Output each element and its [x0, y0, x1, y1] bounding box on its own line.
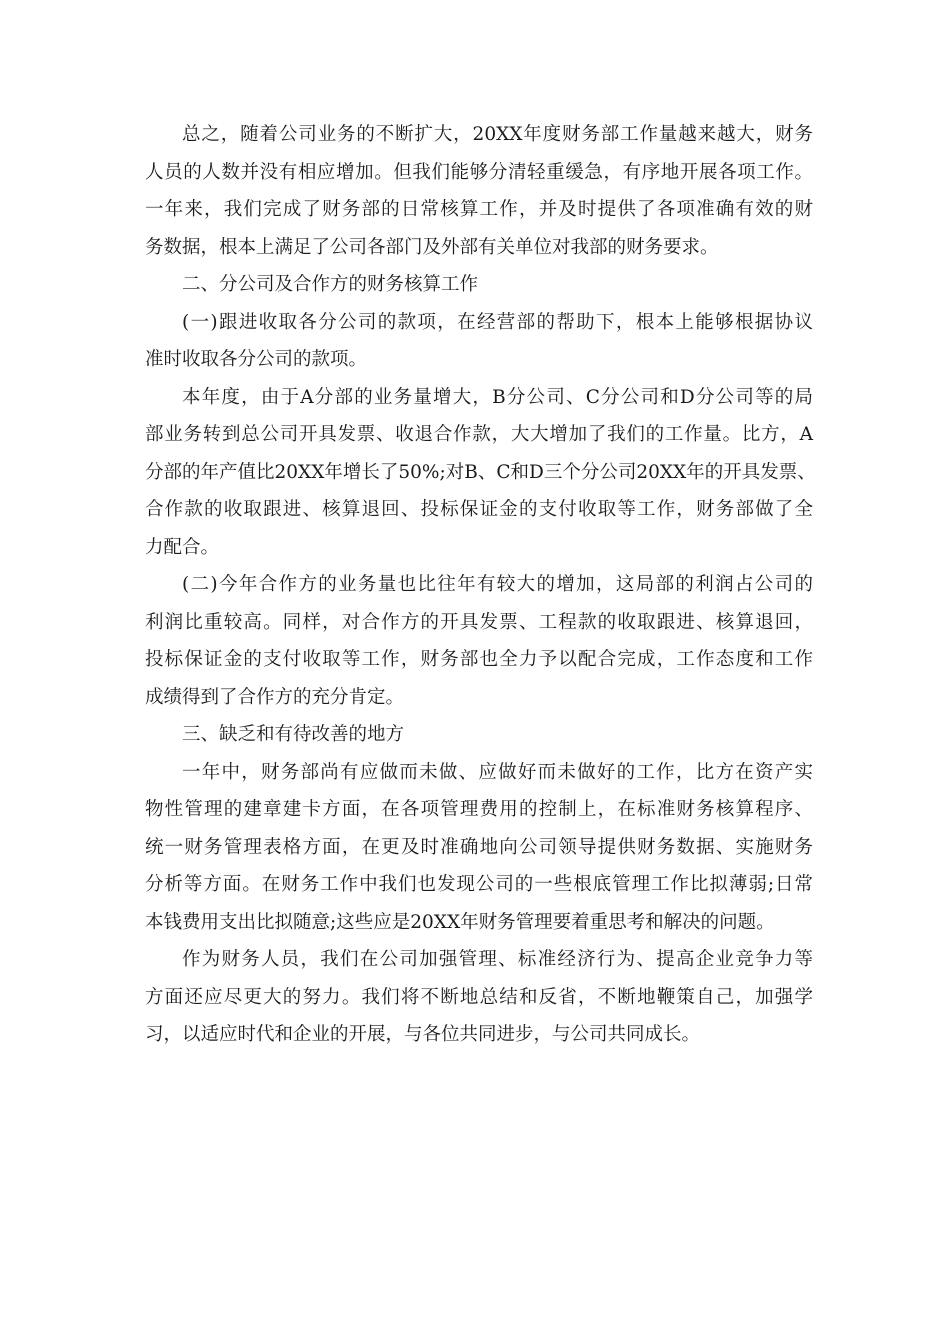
text-line: 投标保证金的支付收取等工作，财务部也全力予以配合完成，工作态度和工作	[145, 649, 813, 670]
paragraph-summary	[145, 116, 813, 266]
paragraph-heading-2	[145, 266, 813, 304]
text-line: 统一财务管理表格方面，在更及时准确地向公司领导提供财务数据、实施财务	[145, 836, 813, 858]
paragraph-item-2	[145, 566, 813, 716]
text-line: 一年中，财务部尚有应做而未做、应做好而未做好的工作，比方在资产实	[182, 761, 813, 783]
text-line: 总之，随着公司业务的不断扩大，20XX年度财务部工作量越来越大，财务	[182, 124, 813, 145]
paragraph-closing	[145, 941, 813, 1054]
text-line: 方面还应尽更大的努力。我们将不断地总结和反省，不断地鞭策自己，加强学	[145, 986, 813, 1008]
paragraph-this-year	[145, 379, 816, 567]
text-line: (一)跟进收取各分公司的款项，在经营部的帮助下，根本上能够根据协议	[182, 311, 813, 333]
text-line: 分析等方面。在财务工作中我们也发现公司的一些根底管理工作比拟薄弱;日常	[145, 874, 813, 895]
text-line: 本钱费用支出比拟随意;这些应是20XX年财务管理要着重思考和解决的问题。	[145, 911, 775, 933]
text-line: 力配合。	[145, 536, 220, 558]
text-line: 一年来，我们完成了财务部的日常核算工作，并及时提供了各项准确有效的财	[145, 199, 813, 220]
text-line: 利润比重较高。同样，对合作方的开具发票、工程款的收取跟进、核算退回，	[145, 611, 813, 633]
text-line: 三、缺乏和有待改善的地方	[182, 724, 405, 745]
text-line: 习，以适应时代和企业的开展，与各位共同进步，与公司共同成长。	[145, 1024, 701, 1045]
paragraph-item-1	[145, 304, 813, 379]
text-line: 务数据，根本上满足了公司各部门及外部有关单位对我部的财务要求。	[145, 236, 719, 258]
text-line: 物性管理的建章建卡方面，在各项管理费用的控制上，在标准财务核算程序、	[145, 799, 813, 820]
text-line: 成绩得到了合作方的充分肯定。	[145, 686, 405, 708]
paragraph-shortcomings	[145, 754, 813, 942]
text-line: 准时收取各分公司的款项。	[145, 349, 368, 370]
document-body	[145, 116, 816, 1054]
text-line: (二)今年合作方的业务量也比往年有较大的增加，这局部的利润占公司的	[182, 574, 813, 595]
paragraph-heading-3	[145, 716, 813, 754]
text-line: 分部的年产值比20XX年增长了50%;对B、C和D三个分公司20XX年的开具发票、	[145, 461, 816, 483]
text-line: 本年度，由于A分部的业务量增大，B分公司、C分公司和D分公司等的局	[182, 386, 813, 408]
text-line: 合作款的收取跟进、核算退回、投标保证金的支付收取等工作，财务部做了全	[145, 499, 813, 520]
text-line: 作为财务人员，我们在公司加强管理、标准经济行为、提高企业竞争力等	[182, 949, 813, 970]
text-line: 人员的人数并没有相应增加。但我们能够分清轻重缓急，有序地开展各项工作。	[145, 161, 813, 183]
text-line: 部业务转到总公司开具发票、收退合作款，大大增加了我们的工作量。比方，A	[145, 424, 813, 445]
text-line: 二、分公司及合作方的财务核算工作	[182, 274, 479, 295]
